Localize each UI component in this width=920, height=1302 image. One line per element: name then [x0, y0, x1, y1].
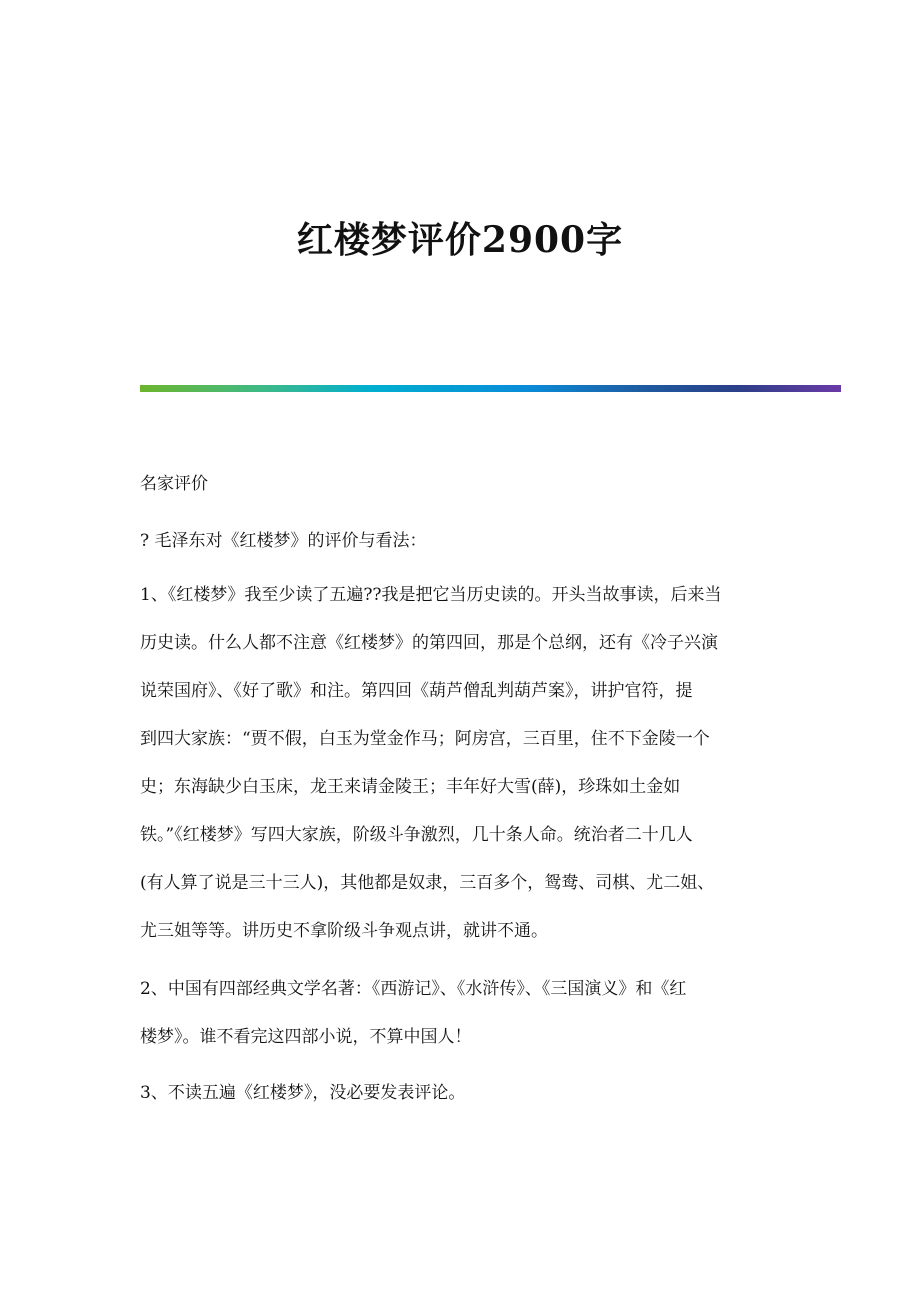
- paragraph-line: 3、不读五遍《红楼梦》，没必要发表评论。: [140, 1083, 466, 1103]
- paragraph-line: 1、《红楼梦》我至少读了五遍??我是把它当历史读的。开头当故事读，后来当: [140, 585, 722, 605]
- paragraph-line: 历史读。什么人都不注意《红楼梦》的第四回，那是个总纲，还有《冷子兴演: [140, 633, 718, 653]
- intro-line: ? 毛泽东对《红楼梦》的评价与看法：: [140, 531, 427, 551]
- paragraph-line: 到四大家族：“贾不假，白玉为堂金作马；阿房宫，三百里，住不下金陵一个: [140, 729, 710, 749]
- document-title: 红楼梦评价2900字: [296, 219, 624, 261]
- paragraph-line: 铁。”《红楼梦》写四大家族，阶级斗争激烈，几十条人命。统治者二十几人: [140, 825, 693, 845]
- paragraph-line: 2、中国有四部经典文学名著：《西游记》、《水浒传》、《三国演义》和《红: [140, 979, 687, 999]
- paragraph-line: 史；东海缺少白玉床，龙王来请金陵王；丰年好大雪(薛)，珍珠如土金如: [140, 777, 681, 797]
- paragraph-line: 尤三姐等等。讲历史不拿阶级斗争观点讲，就讲不通。: [140, 921, 548, 941]
- paragraph-line: 楼梦》。谁不看完这四部小说，不算中国人！: [140, 1027, 472, 1047]
- paragraph-line: 说荣国府》、《好了歌》和注。第四回《葫芦僧乱判葫芦案》，讲护官符，提: [140, 681, 693, 701]
- paragraph-line: (有人算了说是三十三人)，其他都是奴隶，三百多个，鸳鸯、司棋、尤二姐、: [140, 873, 715, 893]
- section-heading: 名家评价: [140, 474, 208, 494]
- gradient-divider: [140, 385, 841, 392]
